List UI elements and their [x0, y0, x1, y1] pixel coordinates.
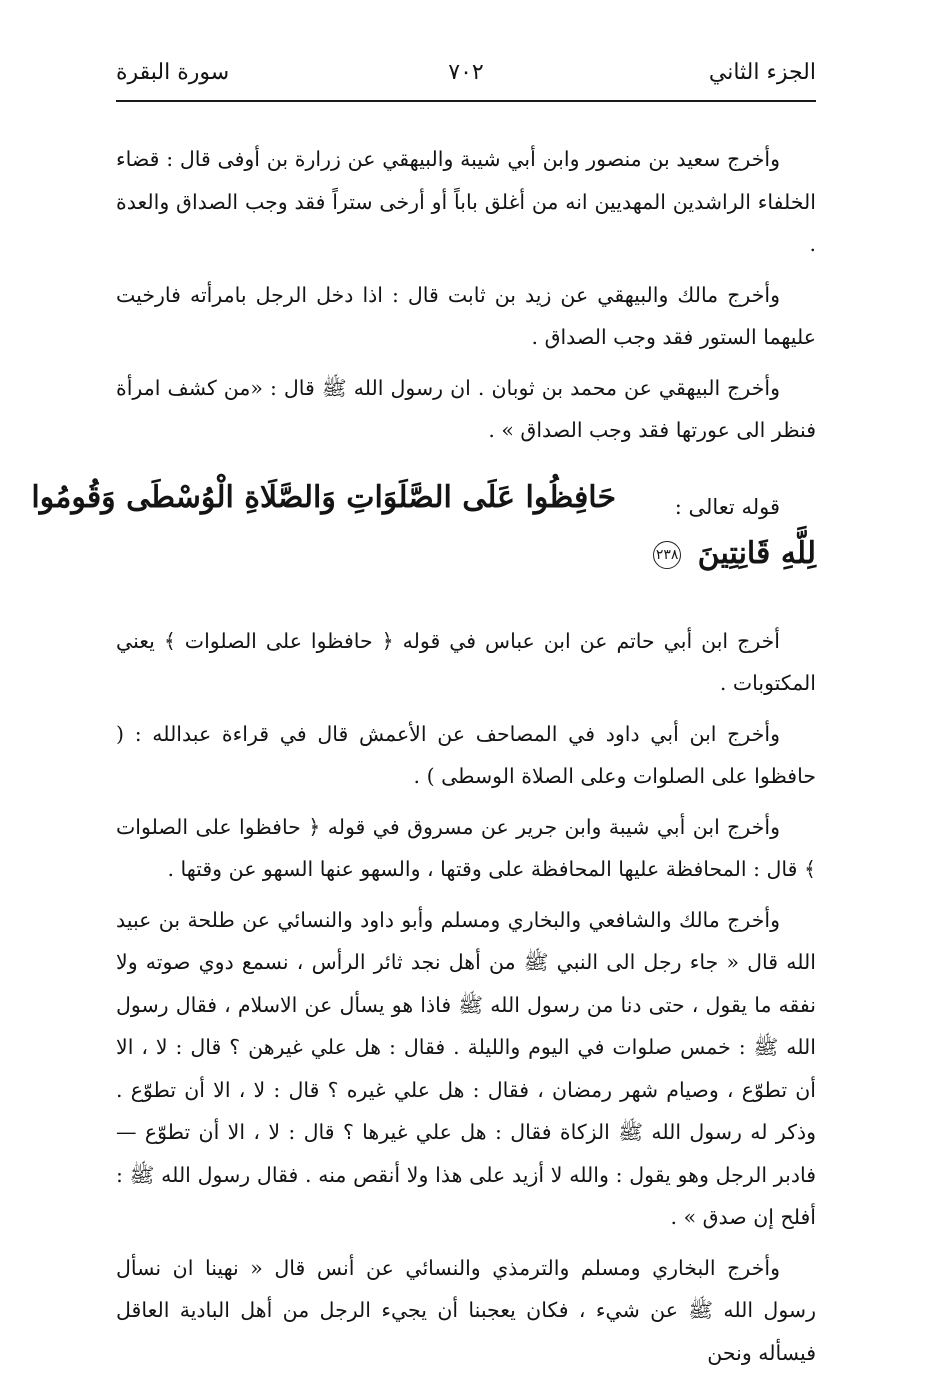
surah-title: سورة البقرة: [116, 60, 229, 85]
paragraph: وأخرج مالك والشافعي والبخاري ومسلم وأبو داود والنسائي عن طلحة بن عبيد الله قال « جاء رجل الى النبي ﷺ من أهل نجد ثائر الرأس ، نسمع دوي صوته ولا نفقه ما يقول ، حتى دنا من رسول الله ﷺ فاذا هو يسأل عن الاسلام ، فقال رسول الله ﷺ : خمس صلوات في اليوم والليلة . فقال : هل علي غيرهن ؟ قال : لا ، الا أن تطوّع ، وصيام شهر رمضان ، فقال : هل علي غيره ؟ قال : لا ، الا أن تطوّع . وذكر له رسول الله ﷺ الزكاة فقال : هل علي غيرها ؟ قال : لا ، الا أن تطوّع — فادبر الرجل وهو يقول : والله لا أزيد على هذا ولا أنقص منه . فقال رسول الله ﷺ : أفلح إن صدق » .: [116, 899, 816, 1239]
paragraph: وأخرج البيهقي عن محمد بن ثوبان . ان رسول الله ﷺ قال : «من كشف امرأة فنظر الى عورتها فقد وجب الصداق » .: [116, 367, 816, 452]
part-title: الجزء الثاني: [709, 60, 816, 85]
verse-text-line-1: حَافِظُوا عَلَى الصَّلَوَاتِ وَالصَّلَاةِ الْوُسْطَى وَقُومُوا: [116, 474, 616, 522]
quran-verse-block: [116, 474, 816, 606]
paragraph: وأخرج سعيد بن منصور وابن أبي شيبة والبيهقي عن زرارة بن أوفى قال : قضاء الخلفاء الراشدين المهديين انه من أغلق باباً أو أرخى ستراً فقد وجب الصداق والعدة .: [116, 138, 816, 266]
verse-text-line-2-text: لِلَّهِ قَانِتِينَ: [698, 536, 816, 571]
paragraph: وأخرج ابن أبي شيبة وابن جرير عن مسروق في قوله ﴿ حافظوا على الصلوات ﴾ قال : المحافظة عليها المحافظة على وقتها ، والسهو عنها السهو عن وقتها .: [116, 806, 816, 891]
verse-number-marker: ٢٣٨: [653, 541, 681, 569]
page-number: ٧٠٢: [448, 60, 483, 85]
paragraph: أخرج ابن أبي حاتم عن ابن عباس في قوله ﴿ حافظوا على الصلوات ﴾ يعني المكتوبات .: [116, 620, 816, 705]
page-header: [116, 54, 816, 94]
verse-label: قوله تعالى :: [675, 486, 780, 529]
page-body: [116, 138, 816, 1374]
paragraph: وأخرج مالك والبيهقي عن زيد بن ثابت قال : اذا دخل الرجل بامرأته فارخيت عليهما الستور فقد وجب الصداق .: [116, 274, 816, 359]
header-divider: [116, 100, 816, 102]
verse-text-line-2: [653, 530, 816, 578]
paragraph: وأخرج ابن أبي داود في المصاحف عن الأعمش قال في قراءة عبدالله : ( حافظوا على الصلوات وعلى الصلاة الوسطى ) .: [116, 713, 816, 798]
paragraph: وأخرج البخاري ومسلم والترمذي والنسائي عن أنس قال « نهينا ان نسأل رسول الله ﷺ عن شيء ، فكان يعجبنا أن يجيء الرجل من أهل البادية العاقل فيسأله ونحن: [116, 1247, 816, 1374]
